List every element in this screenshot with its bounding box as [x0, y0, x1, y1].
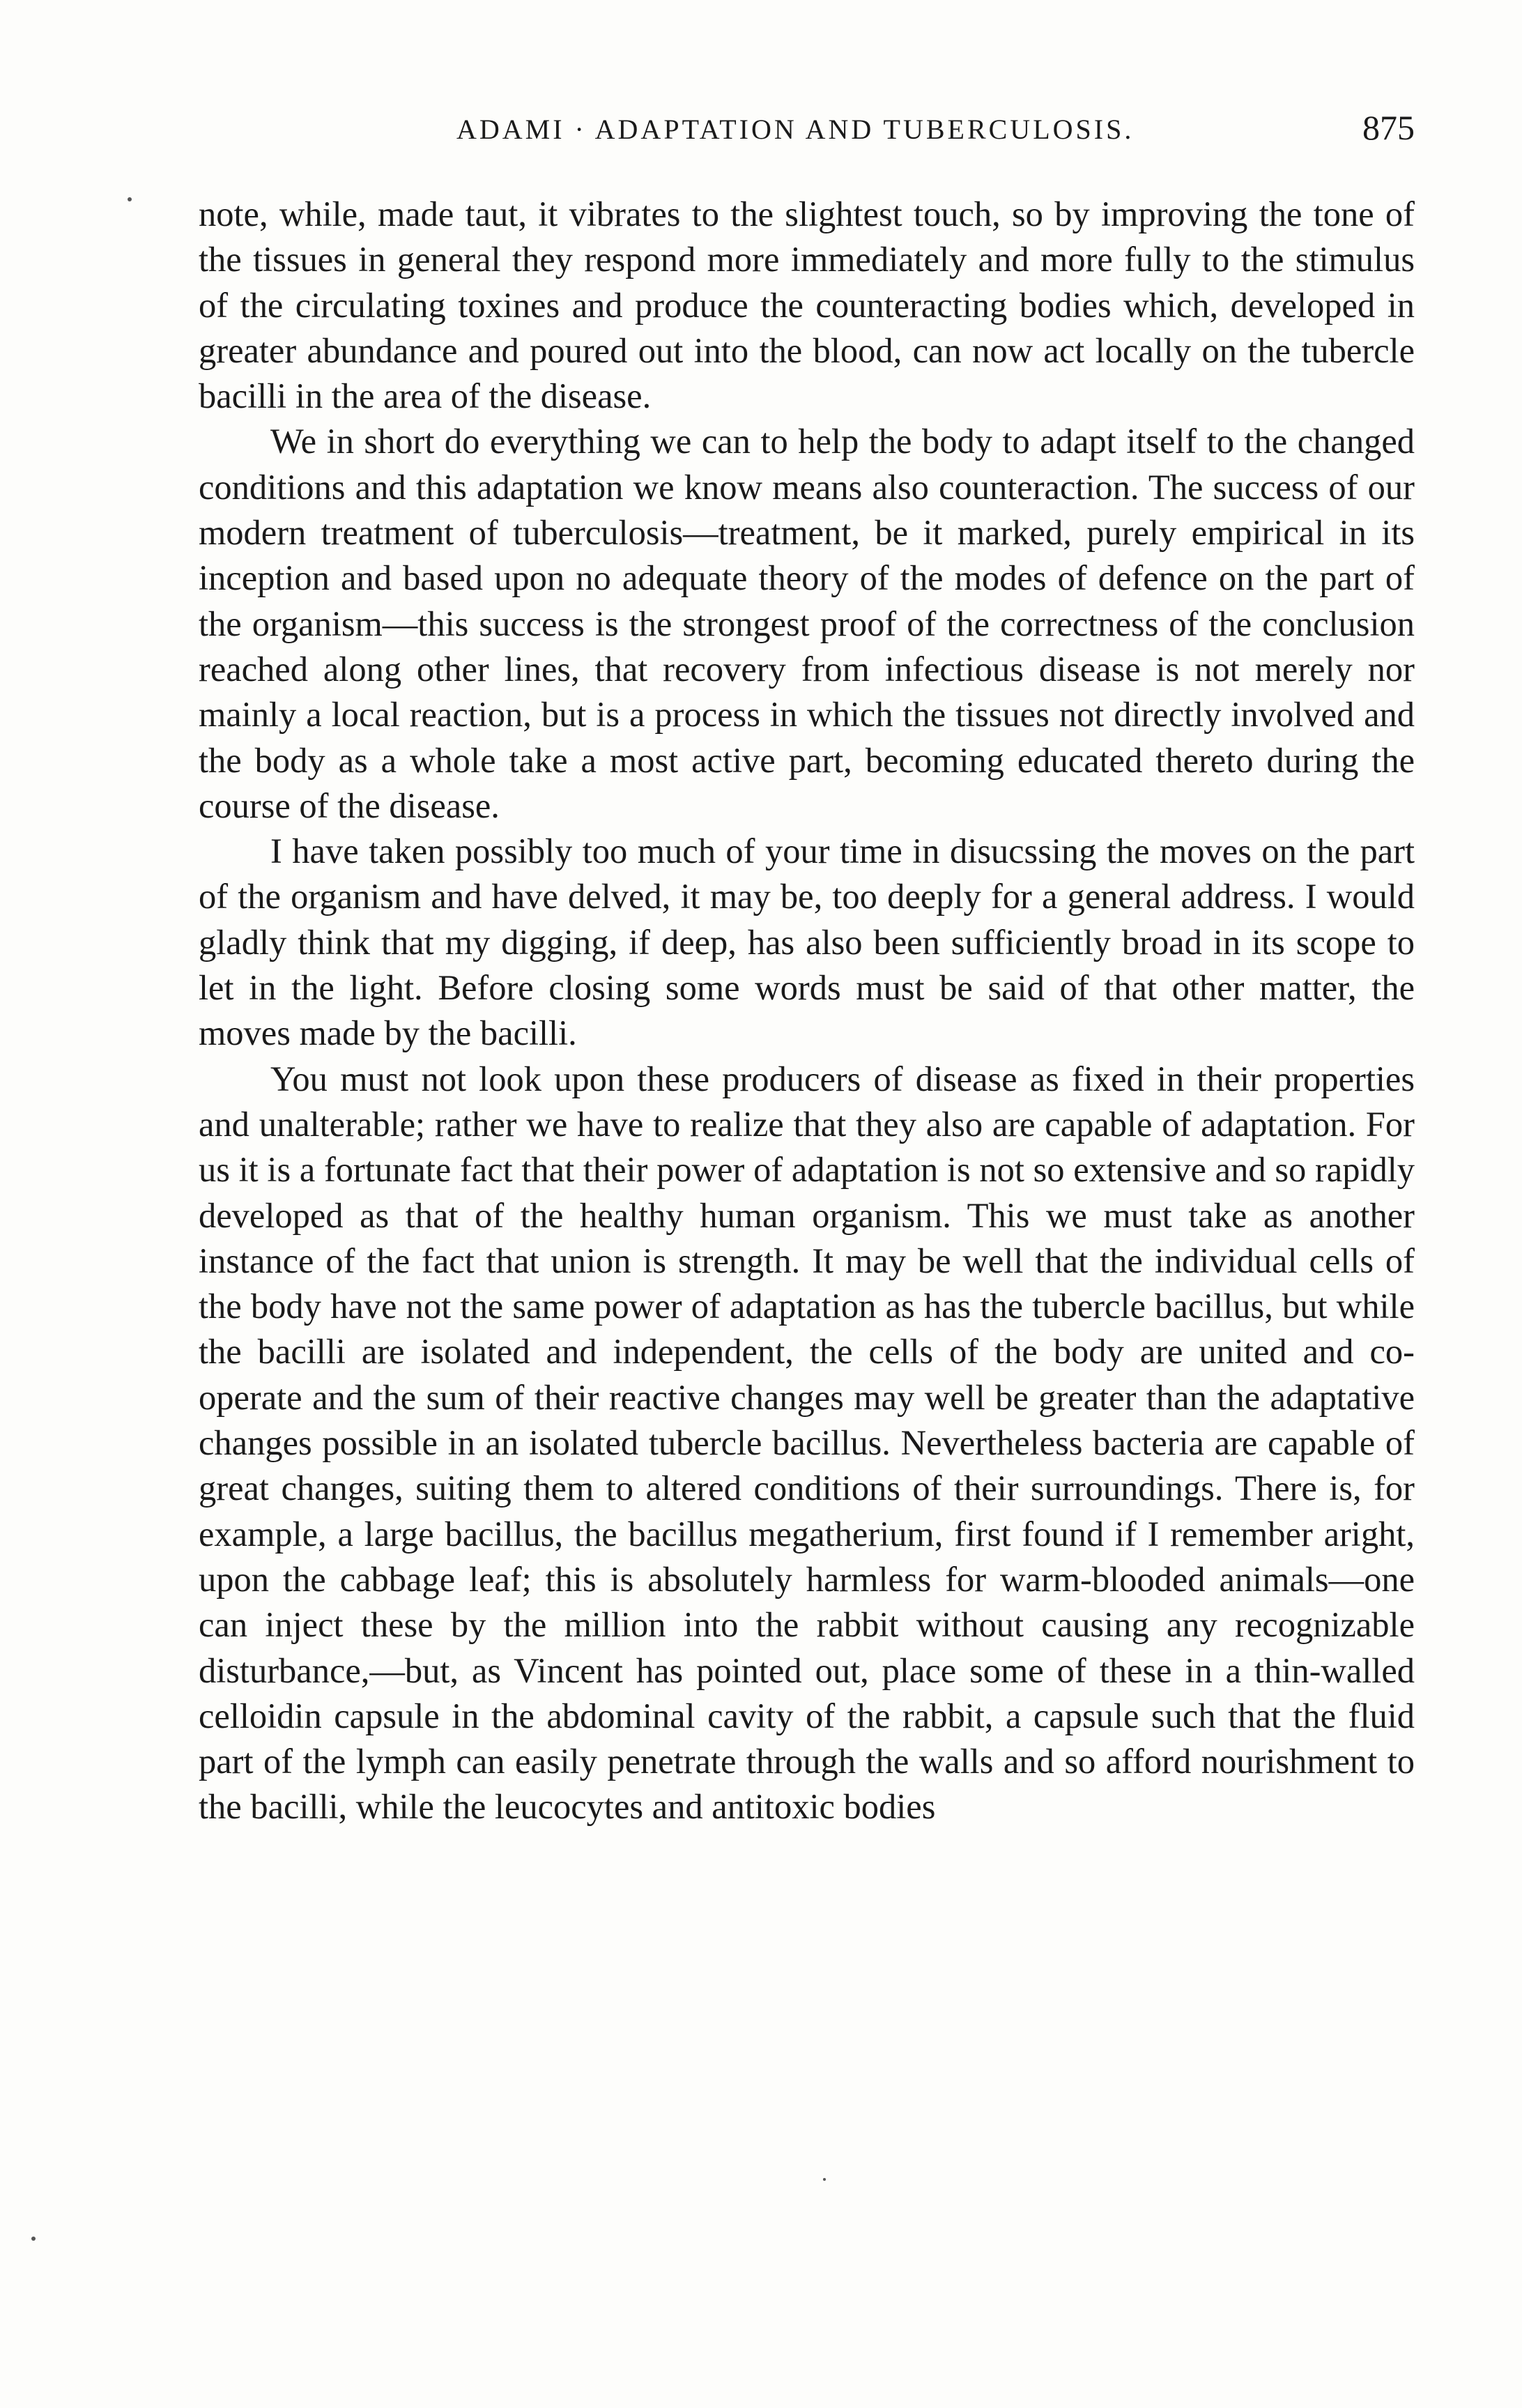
paragraph-continuation: note, while, made taut, it vibrates to the slightest touch, so by improving the tone of the tissues in general they respond more immediately and more fully to the stimulus of the circulating toxines and produce the counteracting bodies which, developed in greater abundance and poured out into the blood, can now act locally on the tubercle bacilli in the area of the disease. — [199, 194, 1415, 416]
paragraph: We in short do everything we can to help the body to adapt itself to the changed conditions and this adaptation we know means also counteraction. The success of our modern treatment of tuberculosis—treatment, be it marked, purely empirical in its inception and based upon no adequate theory of the modes of defence on the part of the organism—this success is the strongest proof of the correctness of the conclusion reached along other lines, that recovery from infectious disease is not merely nor mainly a local reaction, but is a process in which the tissues not directly involved and the body as a whole take a most active part, becoming educated thereto during the course of the disease. — [199, 422, 1415, 825]
margin-speck — [128, 197, 132, 201]
page-header — [202, 105, 1415, 153]
page-number: 875 — [1362, 108, 1415, 147]
body-text — [199, 192, 1415, 1830]
margin-speck — [31, 2237, 36, 2241]
paragraph: You must not look upon these producers of disease as fixed in their properties and unalterable; rather we have to realize that they also are capable of adaptation. For us it is a fortunate fact that their power of adaptation is not so extensive and so rapidly developed as that of the healthy human organism. This we must take as another instance of the fact that union is strength. It may be well that the individual cells of the body have not the same power of adaptation as has the tubercle bacillus, but while the bacilli are isolated and independent, the cells of the body are united and co-operate and the sum of their reactive changes may well be greater than the adaptative changes possible in an isolated tubercle bacillus. Nevertheless bacteria are capable of great changes, suiting them to altered conditions of their surroundings. There is, for example, a large bacillus, the bacillus megatherium, first found if I remember aright, upon the cabbage leaf; this is absolutely harmless for warm-blooded animals—one can inject these by the million into the rabbit without causing any recognizable disturbance,—but, as Vincent has pointed out, place some of these in a thin-walled celloidin capsule in the abdominal cavity of the rabbit, a capsule such that the fluid part of the lymph can easily penetrate through the walls and so afford nourishment to the bacilli, while the leucocytes and antitoxic bodies — [199, 1059, 1415, 1827]
footer-speck — [823, 2178, 826, 2181]
paragraph: I have taken possibly too much of your time in disucssing the moves on the part of the organism and have delved, it may be, too deeply for a general address. I would gladly think that my digging, if deep, has also been sufficiently broad in its scope to let in the light. Before closing some words must be said of that other matter, the moves made by the bacilli. — [199, 831, 1415, 1053]
running-head: ADAMI · ADAPTATION AND TUBERCULOSIS. — [456, 114, 1135, 145]
